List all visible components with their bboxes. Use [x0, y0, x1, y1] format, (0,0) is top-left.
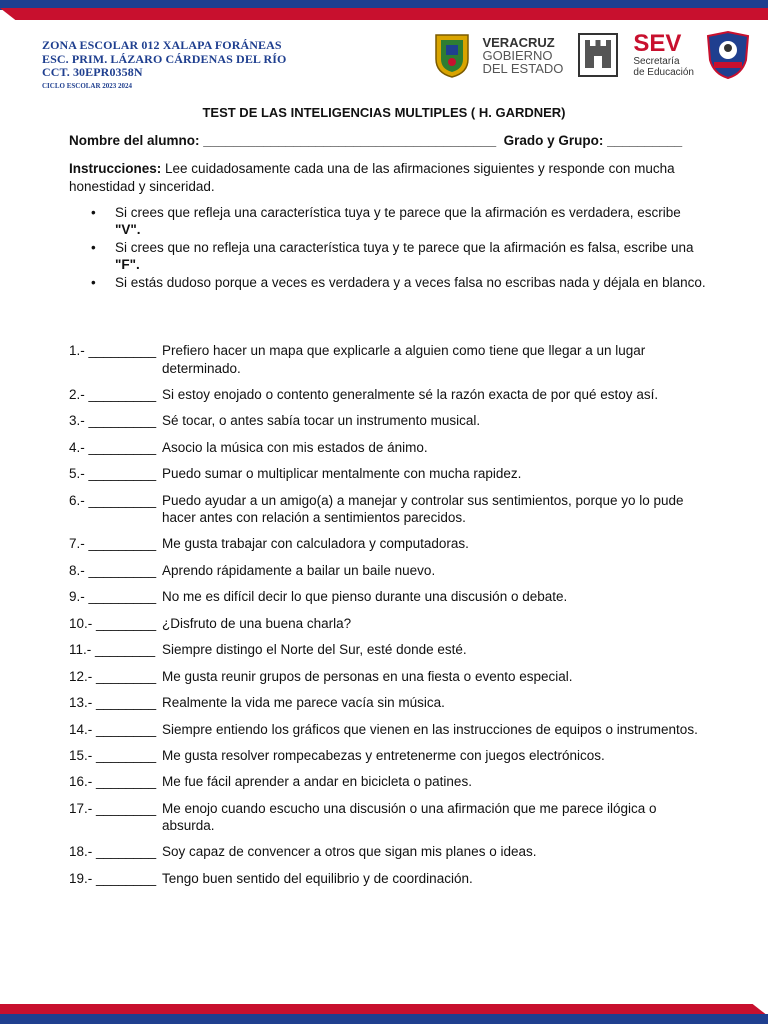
question-number: 2.- _________	[69, 386, 160, 402]
list-item	[69, 535, 709, 553]
bullet-text: Si crees que no refleja una característica tuya y te parece que la afirmación es falsa, escribe una	[115, 240, 694, 255]
question-number: 9.- _________	[69, 589, 160, 604]
question-number: 11.- ________	[69, 642, 159, 657]
header-logos	[432, 28, 752, 82]
list-item	[69, 439, 709, 457]
school-line-cct: CCT. 30EPR0358N	[42, 65, 143, 79]
bullet-bold: "V".	[115, 222, 141, 237]
question-text: Aprendo rápidamente a bailar un baile nuevo.	[162, 562, 436, 578]
sev-acronym: SEV	[633, 30, 682, 57]
list-item	[69, 773, 709, 791]
list-item	[69, 588, 709, 606]
question-text: Puedo ayudar a un amigo(a) a manejar y controlar sus sentimientos, porque yo lo pude hacer antes con relación a sentimientos parecidos.	[162, 492, 684, 525]
question-number: 12.- ________	[69, 668, 160, 684]
question-text: Asocio la música con mis estados de ánimo.	[162, 439, 428, 455]
instructions-text: Lee cuidadosamente cada una de las afirmaciones siguientes y responde con mucha honestidad y sinceridad.	[69, 161, 675, 194]
list-item	[69, 668, 709, 686]
question-number: 17.- ________	[69, 800, 160, 816]
bullet-text: Si estás dudoso porque a veces es verdadera y a veces falsa no escribas nada y déjala en blanco.	[115, 275, 706, 290]
question-number: 15.- ________	[69, 747, 160, 763]
veracruz-line3: DEL ESTADO	[482, 60, 564, 76]
question-number: 4.- _________	[69, 439, 160, 455]
bullet-dot-icon: •	[91, 240, 96, 255]
list-item	[69, 386, 709, 404]
question-text: Soy capaz de convencer a otros que sigan mis planes o ideas.	[162, 844, 537, 859]
list-item	[69, 870, 709, 888]
list-item	[69, 562, 709, 580]
question-text: Me enojo cuando escucho una discusión o una afirmación que me parece ilógica o absurda.	[162, 800, 657, 833]
bottom-blue-stripe	[0, 1014, 768, 1024]
question-text: Siempre entiendo los gráficos que vienen en las instrucciones de equipos o instrumentos.	[162, 721, 698, 737]
sev-wordmark	[633, 32, 694, 78]
list-item	[69, 694, 709, 712]
question-text: Me gusta reunir grupos de personas en una fiesta o evento especial.	[162, 668, 573, 684]
instructions-label: Instrucciones:	[69, 161, 162, 176]
question-number: 14.- ________	[69, 721, 160, 737]
list-item	[69, 492, 709, 527]
bullet-text: Si crees que refleja una característica tuya y te parece que la afirmación es verdadera, escribe	[115, 205, 681, 220]
veracruz-line2: GOBIERNO	[482, 47, 553, 63]
sev-line2: Secretaría	[633, 56, 680, 67]
question-text: No me es difícil decir lo que pienso durante una discusión o debate.	[162, 589, 568, 604]
question-number: 16.- ________	[69, 774, 160, 789]
school-line-zona: ZONA ESCOLAR 012 XALAPA FORÁNEAS	[42, 38, 282, 52]
veracruz-logo	[432, 31, 577, 79]
list-item	[69, 843, 709, 861]
school-line-name: ESC. PRIM. LÁZARO CÁRDENAS DEL RÍO	[42, 51, 287, 66]
list-item	[69, 721, 709, 739]
question-text: Si estoy enojado o contento generalmente sé la razón exacta de por qué estoy así.	[162, 386, 659, 402]
instruction-bullets	[69, 204, 709, 292]
veracruz-line1: VERACRUZ	[482, 34, 555, 50]
bullet-dot-icon: •	[91, 205, 96, 220]
school-info	[42, 39, 286, 91]
bullet-bold: "F".	[115, 257, 140, 272]
question-text: Prefiero hacer un mapa que explicarle a alguien como tiene que llegar a un lugar determinado.	[162, 343, 646, 376]
list-item	[69, 747, 709, 765]
list-item	[69, 204, 709, 238]
question-number: 5.- _________	[69, 466, 160, 481]
list-item	[69, 239, 709, 273]
page-title: TEST DE LAS INTELIGENCIAS MULTIPLES ( H. GARDNER)	[202, 105, 566, 120]
list-item	[69, 800, 709, 835]
question-number: 13.- ________	[69, 695, 160, 710]
question-number: 10.- ________	[69, 615, 157, 631]
question-text: Me fue fácil aprender a andar en bicicleta o patines.	[162, 774, 472, 789]
question-number: 18.- ________	[69, 844, 160, 859]
question-text: Puedo sumar o multiplicar mentalmente con mucha rapidez.	[162, 466, 522, 481]
top-red-stripe	[0, 8, 768, 20]
question-number: 1.- _________	[69, 343, 160, 358]
list-item	[69, 465, 709, 483]
list-item	[69, 615, 709, 633]
school-year: CICLO ESCOLAR 2023 2024	[42, 81, 133, 90]
school-badge-icon	[704, 30, 752, 80]
list-item	[69, 641, 709, 659]
question-list	[69, 342, 709, 896]
question-number: 7.- _________	[69, 536, 160, 551]
question-text: Realmente la vida me parece vacía sin música.	[162, 695, 445, 710]
question-text: Siempre distingo el Norte del Sur, esté donde esté.	[162, 642, 467, 657]
question-number: 3.- _________	[69, 413, 160, 428]
sev-logo	[633, 32, 704, 78]
veracruz-shield-icon	[432, 31, 472, 79]
question-text: Tengo buen sentido del equilibrio y de coordinación.	[162, 870, 473, 886]
list-item	[69, 412, 709, 430]
castle-seal-icon	[577, 32, 619, 78]
question-text: Me gusta resolver rompecabezas y entretenerme con juegos electrónicos.	[162, 747, 605, 763]
bullet-dot-icon: •	[91, 275, 96, 290]
sev-line3: de Educación	[633, 67, 694, 78]
question-number: 8.- _________	[69, 562, 160, 578]
question-text: ¿Disfruto de una buena charla?	[162, 615, 352, 631]
student-name-line: Nombre del alumno: _______________________________________ Grado y Grupo: __________	[69, 133, 683, 148]
instructions	[69, 160, 699, 195]
question-text: Me gusta trabajar con calculadora y computadoras.	[162, 536, 469, 551]
question-number: 19.- ________	[69, 870, 160, 886]
question-text: Sé tocar, o antes sabía tocar un instrumento musical.	[162, 413, 481, 428]
veracruz-wordmark	[482, 36, 563, 75]
list-item	[69, 274, 709, 291]
list-item	[69, 342, 709, 377]
question-number: 6.- _________	[69, 492, 160, 508]
